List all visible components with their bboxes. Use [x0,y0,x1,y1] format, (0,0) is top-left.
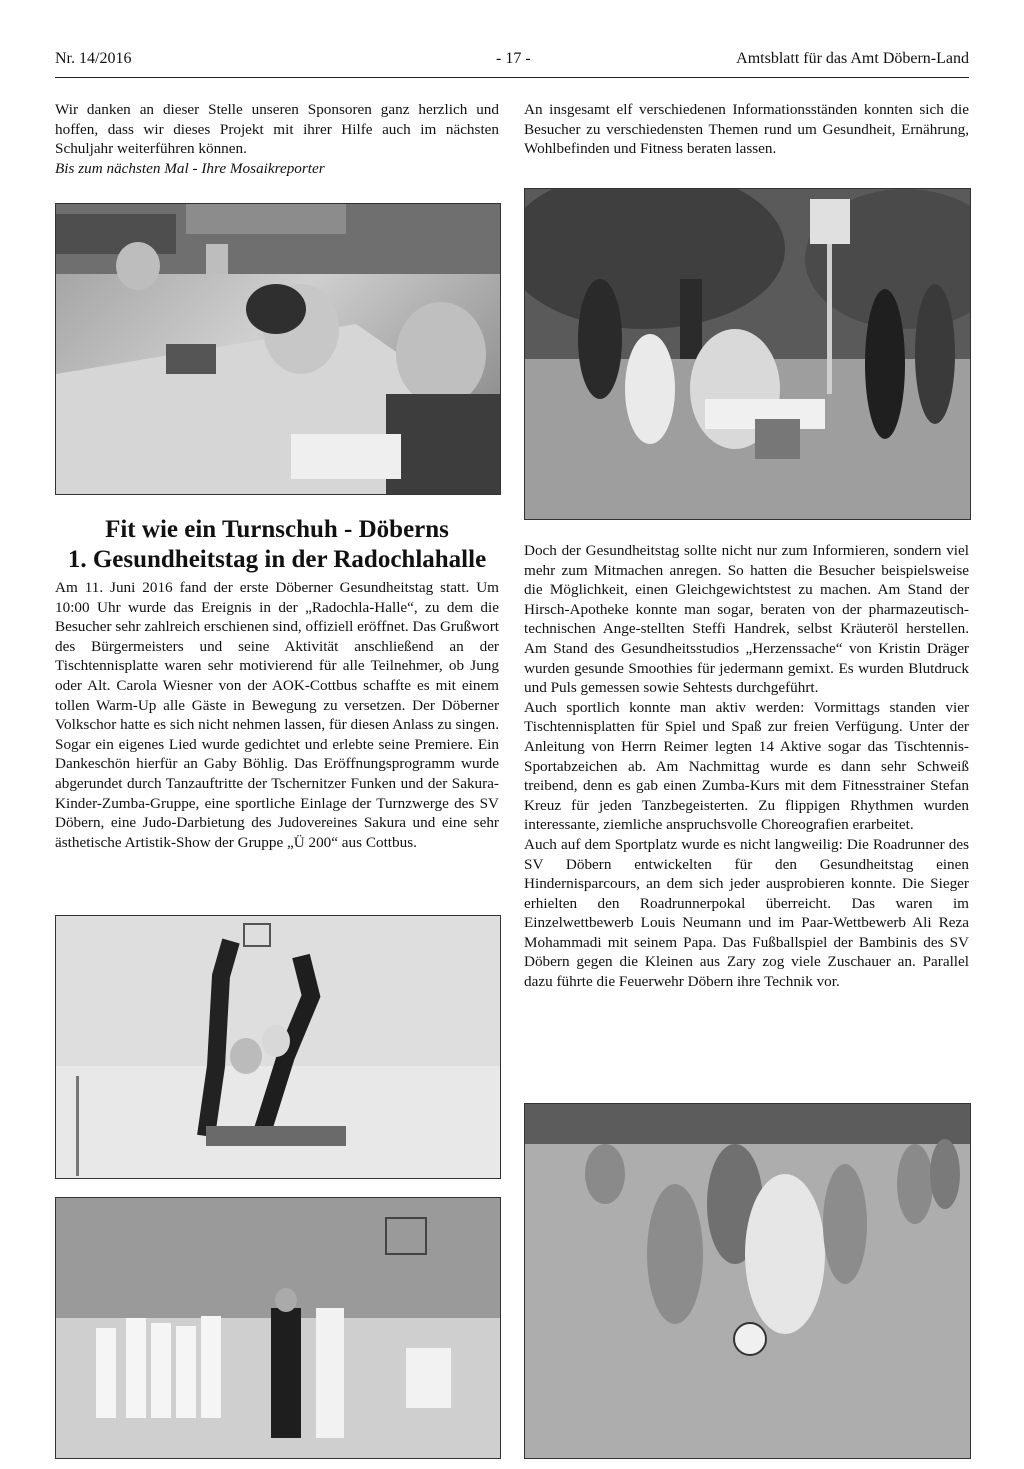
right-top-text-block [524,100,969,159]
participation-paragraph: Doch der Gesundheitstag sollte nicht nur zum Informieren, sondern viel mehr zum Mitmachen anregen. So hatten die Besucher beispielsweise die Möglichkeit, einen Gleichgewichtstest zu machen. Am Stand der Hirsch-Apotheke konnte man sogar, beraten von der pharmazeutisch-technischen Ange-stellten Steffi Handrek, selbst Kräuteröl herstellen. Am Stand des Gesundheitsstudios „Herzenssache“ von Kristin Dräger wurden gesunde Smoothies für jedermann gemixt. Es wurden Blutdruck und Puls gemessen sowie Sehtests durchgeführt. [524,542,969,697]
article-headline [55,515,499,575]
headline-line-2: 1. Gesundheitstag in der Radochlahalle [67,546,487,573]
classroom-photo [55,203,501,495]
judo-photo [55,1197,501,1459]
left-top-text-block [55,100,499,178]
outdoor-stands-photo [524,188,971,520]
article-right-text [524,541,969,992]
football-photo [524,1103,971,1459]
opening-ceremony-paragraph: Am 11. Juni 2016 fand der erste Döberner Gesundheitstag statt. Um 10:00 Uhr wurde das Ereignis in der „Radochla-Halle“, zu dem die Besucher sehr zahlreich erschienen sind, offiziell eröffnet. Das Grußwort des Bürgermeisters und seine Aktivität anschließend an der Tischtennisplatte waren sehr motivierend für alle Teilnehmer, ob Jung oder Alt. Carola Wiesner von der AOK-Cottbus schaffte es mit einem tollen Warm-Up alle Gäste in Bewegung zu versetzen. Der Döberner Volkschor hatte es sich nicht nehmen lassen, für diesen Anlass zu singen. Sogar ein eigenes Lied wurde gedichtet und erlebte seine Premiere. Ein Dankeschön hierfür an Gaby Böhlig. Das Eröffnungsprogramm wurde abgerundet durch Tanzauftritte der Tschernitzer Funken und der Sakura-Kinder-Zumba-Gruppe, eine sportliche Einlage der Turnzwerge des SV Döbern, eine Judo-Darbietung des Judovereines Sakura und eine sehr ästhetische Artistik-Show der Gruppe „Ü 200“ aus Cottbus. [55,579,499,851]
headline-line-1: Fit wie ein Turnschuh - Döberns [105,516,449,543]
acrobatics-photo [55,915,501,1179]
header-rule [55,77,969,78]
article-left-text [55,578,499,852]
issue-number: Nr. 14/2016 [55,50,132,67]
sponsor-thanks-paragraph: Wir danken an dieser Stelle unseren Sponsoren ganz herzlich und hoffen, dass wir dieses Projekt mit ihrer Hilfe auch im nächsten Schuljahr weiterführen können. [55,101,499,158]
signature-line: Bis zum nächsten Mal - Ihre Mosaikreporter [55,159,325,177]
info-stands-paragraph: An insgesamt elf verschiedenen Informationsständen konnten sich die Besucher zu verschiedensten Themen rund um Gesundheit, Ernährung, Wohlbefinden und Fitness beraten lassen. [524,101,969,158]
sports-paragraph: Auch sportlich konnte man aktiv werden: Vormittags standen vier Tischtennisplatten für Spiel und Spaß zur freien Verfügung. Unter der Anleitung von Herrn Reimer legten 14 Aktive sogar das Tischtennis-Sportabzeichen ab. Am Nachmittag wurde es dann sehr Schweiß treibend, denn es gab einen Zumba-Kurs mit dem Fitnesstrainer Stefan Kreuz für jeden Tanzbegeisterten. Zu flippigen Rhythmen wurden interessante, ziemliche anspruchsvolle Choreografien erarbeitet. [524,698,969,834]
publication-title: Amtsblatt für das Amt Döbern-Land [736,50,969,67]
sportsfield-paragraph: Auch auf dem Sportplatz wurde es nicht langweilig: Die Roadrunner des SV Döbern entwickelten für den Gesundheitstag einen Hindernisparcours, an dem sich jeder ausprobieren konnte. Die Sieger erhielten den Roadrunnerpokal überreicht. Das waren im Einzelwettbewerb Louis Neumann und im Paar-Wettbewerb Ali Reza Mohammadi mit seinem Papa. Das Fußballspiel der Bambinis des SV Döbern gegen die Kleinen aus Zary zog viele Zuschauer an. Parallel dazu führte die Feuerwehr Döbern ihre Technik vor. [524,835,969,991]
page-number: - 17 - [496,50,531,67]
